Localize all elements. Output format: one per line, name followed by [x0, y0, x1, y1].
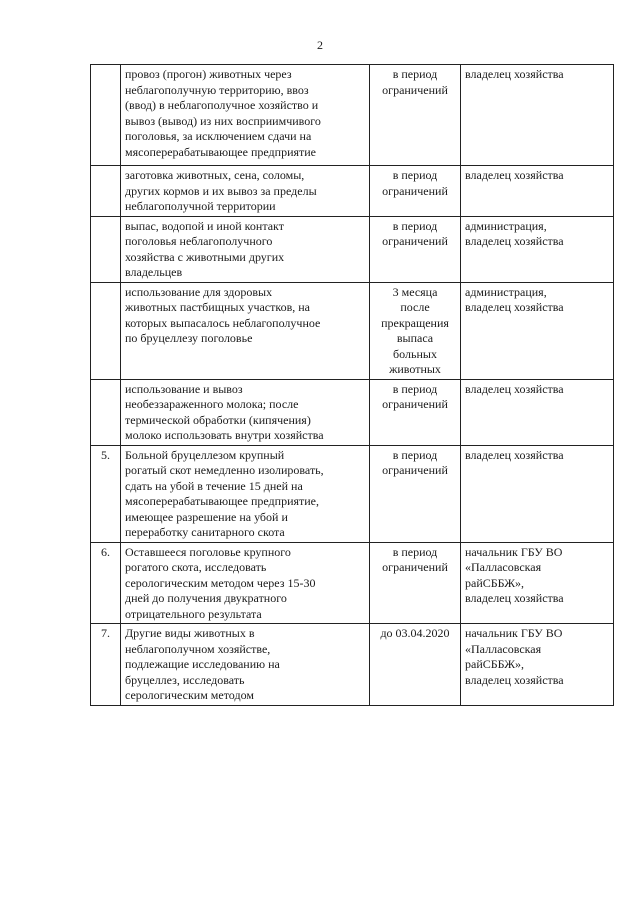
term-cell [370, 216, 461, 282]
action-line: рогатого скота, исследовать [125, 560, 267, 574]
responsible-line: администрация, [465, 218, 547, 233]
row-number: 7. [91, 624, 121, 706]
table-row [91, 445, 614, 542]
responsible-cell [461, 445, 614, 542]
responsible-line: владелец хозяйства [465, 381, 564, 396]
term-cell [370, 65, 461, 166]
term-line: животных [389, 362, 441, 376]
term-line: в период [392, 67, 438, 81]
action-line: заготовка животных, сена, соломы, [125, 168, 305, 182]
table-row [91, 65, 614, 166]
responsible-line: начальник ГБУ ВО [465, 544, 563, 559]
responsible-cell [461, 282, 614, 379]
action-cell [121, 445, 370, 542]
action-line: Больной бруцеллезом крупный [125, 447, 285, 462]
action-line: неблагополучной территории [125, 199, 276, 213]
table-row [91, 379, 614, 445]
responsible-line: начальник ГБУ ВО [465, 626, 563, 640]
action-line: Оставшееся поголовье крупного [125, 544, 291, 559]
action-cell [121, 216, 370, 282]
term-line: после [400, 300, 430, 314]
table-body [91, 65, 614, 706]
row-number: 5. [91, 445, 121, 542]
table-row [91, 542, 614, 624]
action-line: дней до получения двукратного [125, 591, 287, 605]
action-line: использование для здоровых [125, 284, 273, 299]
responsible-cell [461, 216, 614, 282]
term-line: до 03.04.2020 [380, 626, 450, 640]
action-cell [121, 624, 370, 706]
row-number [91, 282, 121, 379]
responsible-line: владелец хозяйства [465, 67, 564, 81]
responsible-cell [461, 624, 614, 706]
responsible-line: владелец хозяйства [465, 300, 564, 314]
term-line: в период [392, 447, 438, 462]
term-cell [370, 445, 461, 542]
row-number [91, 166, 121, 217]
action-line: других кормов и их вывоз за пределы [125, 183, 317, 198]
row-number: 6. [91, 542, 121, 624]
row-number [91, 65, 121, 166]
responsible-line: администрация, [465, 284, 547, 299]
responsible-line: райСББЖ», [465, 575, 524, 590]
row-number [91, 379, 121, 445]
term-line: в период [392, 381, 438, 396]
action-line: животных пастбищных участков, на [125, 300, 311, 314]
term-cell [370, 542, 461, 624]
term-line: больных [393, 346, 437, 361]
action-line: подлежащие исследованию на [125, 657, 280, 671]
action-line: имеющее разрешение на убой и [125, 509, 288, 524]
action-line: бруцеллез, исследовать [125, 672, 245, 687]
action-cell [121, 166, 370, 217]
action-line: провоз (прогон) животных через [125, 67, 292, 81]
table-row [91, 216, 614, 282]
action-line: использование и вывоз [125, 381, 243, 396]
action-line: серологическим методом через 15-30 [125, 575, 316, 590]
action-line: сдать на убой в течение 15 дней на [125, 478, 303, 493]
action-line: по бруцеллезу поголовье [125, 331, 253, 345]
action-line: термической обработки (кипячения) [125, 412, 311, 427]
responsible-line: владелец хозяйства [465, 447, 564, 462]
responsible-line: райСББЖ», [465, 657, 524, 671]
term-cell [370, 166, 461, 217]
term-cell [370, 282, 461, 379]
action-line: рогатый скот немедленно изолировать, [125, 463, 324, 477]
responsible-line: «Палласовская [465, 560, 542, 574]
term-line: ограничений [382, 234, 448, 248]
responsible-cell [461, 166, 614, 217]
action-line: которых выпасалось неблагополучное [125, 315, 321, 330]
action-line: неблагополучном хозяйстве, [125, 641, 271, 656]
term-line: ограничений [382, 183, 448, 198]
action-cell [121, 65, 370, 166]
term-line: прекращения [381, 315, 449, 330]
page-number: 2 [317, 38, 323, 52]
term-line: выпаса [396, 331, 434, 345]
action-line: молоко использовать внутри хозяйства [125, 428, 324, 442]
responsible-line: владелец хозяйства [465, 591, 564, 605]
term-line: ограничений [382, 560, 448, 574]
action-cell [121, 542, 370, 624]
action-line: мясоперерабатывающее предприятие, [125, 494, 320, 508]
term-cell [370, 379, 461, 445]
term-line: ограничений [382, 397, 448, 411]
action-cell [121, 282, 370, 379]
action-line: Другие виды животных в [125, 626, 255, 640]
action-line: (ввод) в неблагополучное хозяйство и [125, 98, 319, 112]
table-row [91, 624, 614, 706]
action-line: неблагополучную территорию, ввоз [125, 82, 309, 97]
responsible-line: «Палласовская [465, 641, 542, 656]
term-line: ограничений [382, 82, 448, 97]
action-line: владельцев [125, 265, 183, 279]
responsible-cell [461, 542, 614, 624]
action-cell [121, 379, 370, 445]
action-line: поголовья неблагополучного [125, 234, 273, 248]
term-line: в период [392, 218, 438, 233]
action-line: переработку санитарного скота [125, 525, 285, 539]
term-line: в период [392, 544, 438, 559]
measures-table [90, 64, 614, 706]
table-row [91, 282, 614, 379]
row-number [91, 216, 121, 282]
term-line: ограничений [382, 463, 448, 477]
term-line: в период [392, 168, 438, 182]
action-line: мясоперерабатывающее предприятие [125, 144, 317, 159]
action-line: вывоз (вывод) из них восприимчивого [125, 113, 321, 128]
responsible-cell [461, 379, 614, 445]
term-line: 3 месяца [392, 284, 438, 299]
responsible-line: владелец хозяйства [465, 672, 564, 687]
action-line: выпас, водопой и иной контакт [125, 218, 284, 233]
responsible-line: владелец хозяйства [465, 234, 564, 248]
responsible-cell [461, 65, 614, 166]
action-line: хозяйства с животными других [125, 249, 285, 264]
action-line: отрицательного результата [125, 606, 262, 621]
responsible-line: владелец хозяйства [465, 168, 564, 182]
term-cell [370, 624, 461, 706]
action-line: поголовья, за исключением сдачи на [125, 129, 312, 143]
action-line: серологическим методом [125, 688, 254, 702]
table-row [91, 166, 614, 217]
action-line: необеззараженного молока; после [125, 397, 299, 411]
